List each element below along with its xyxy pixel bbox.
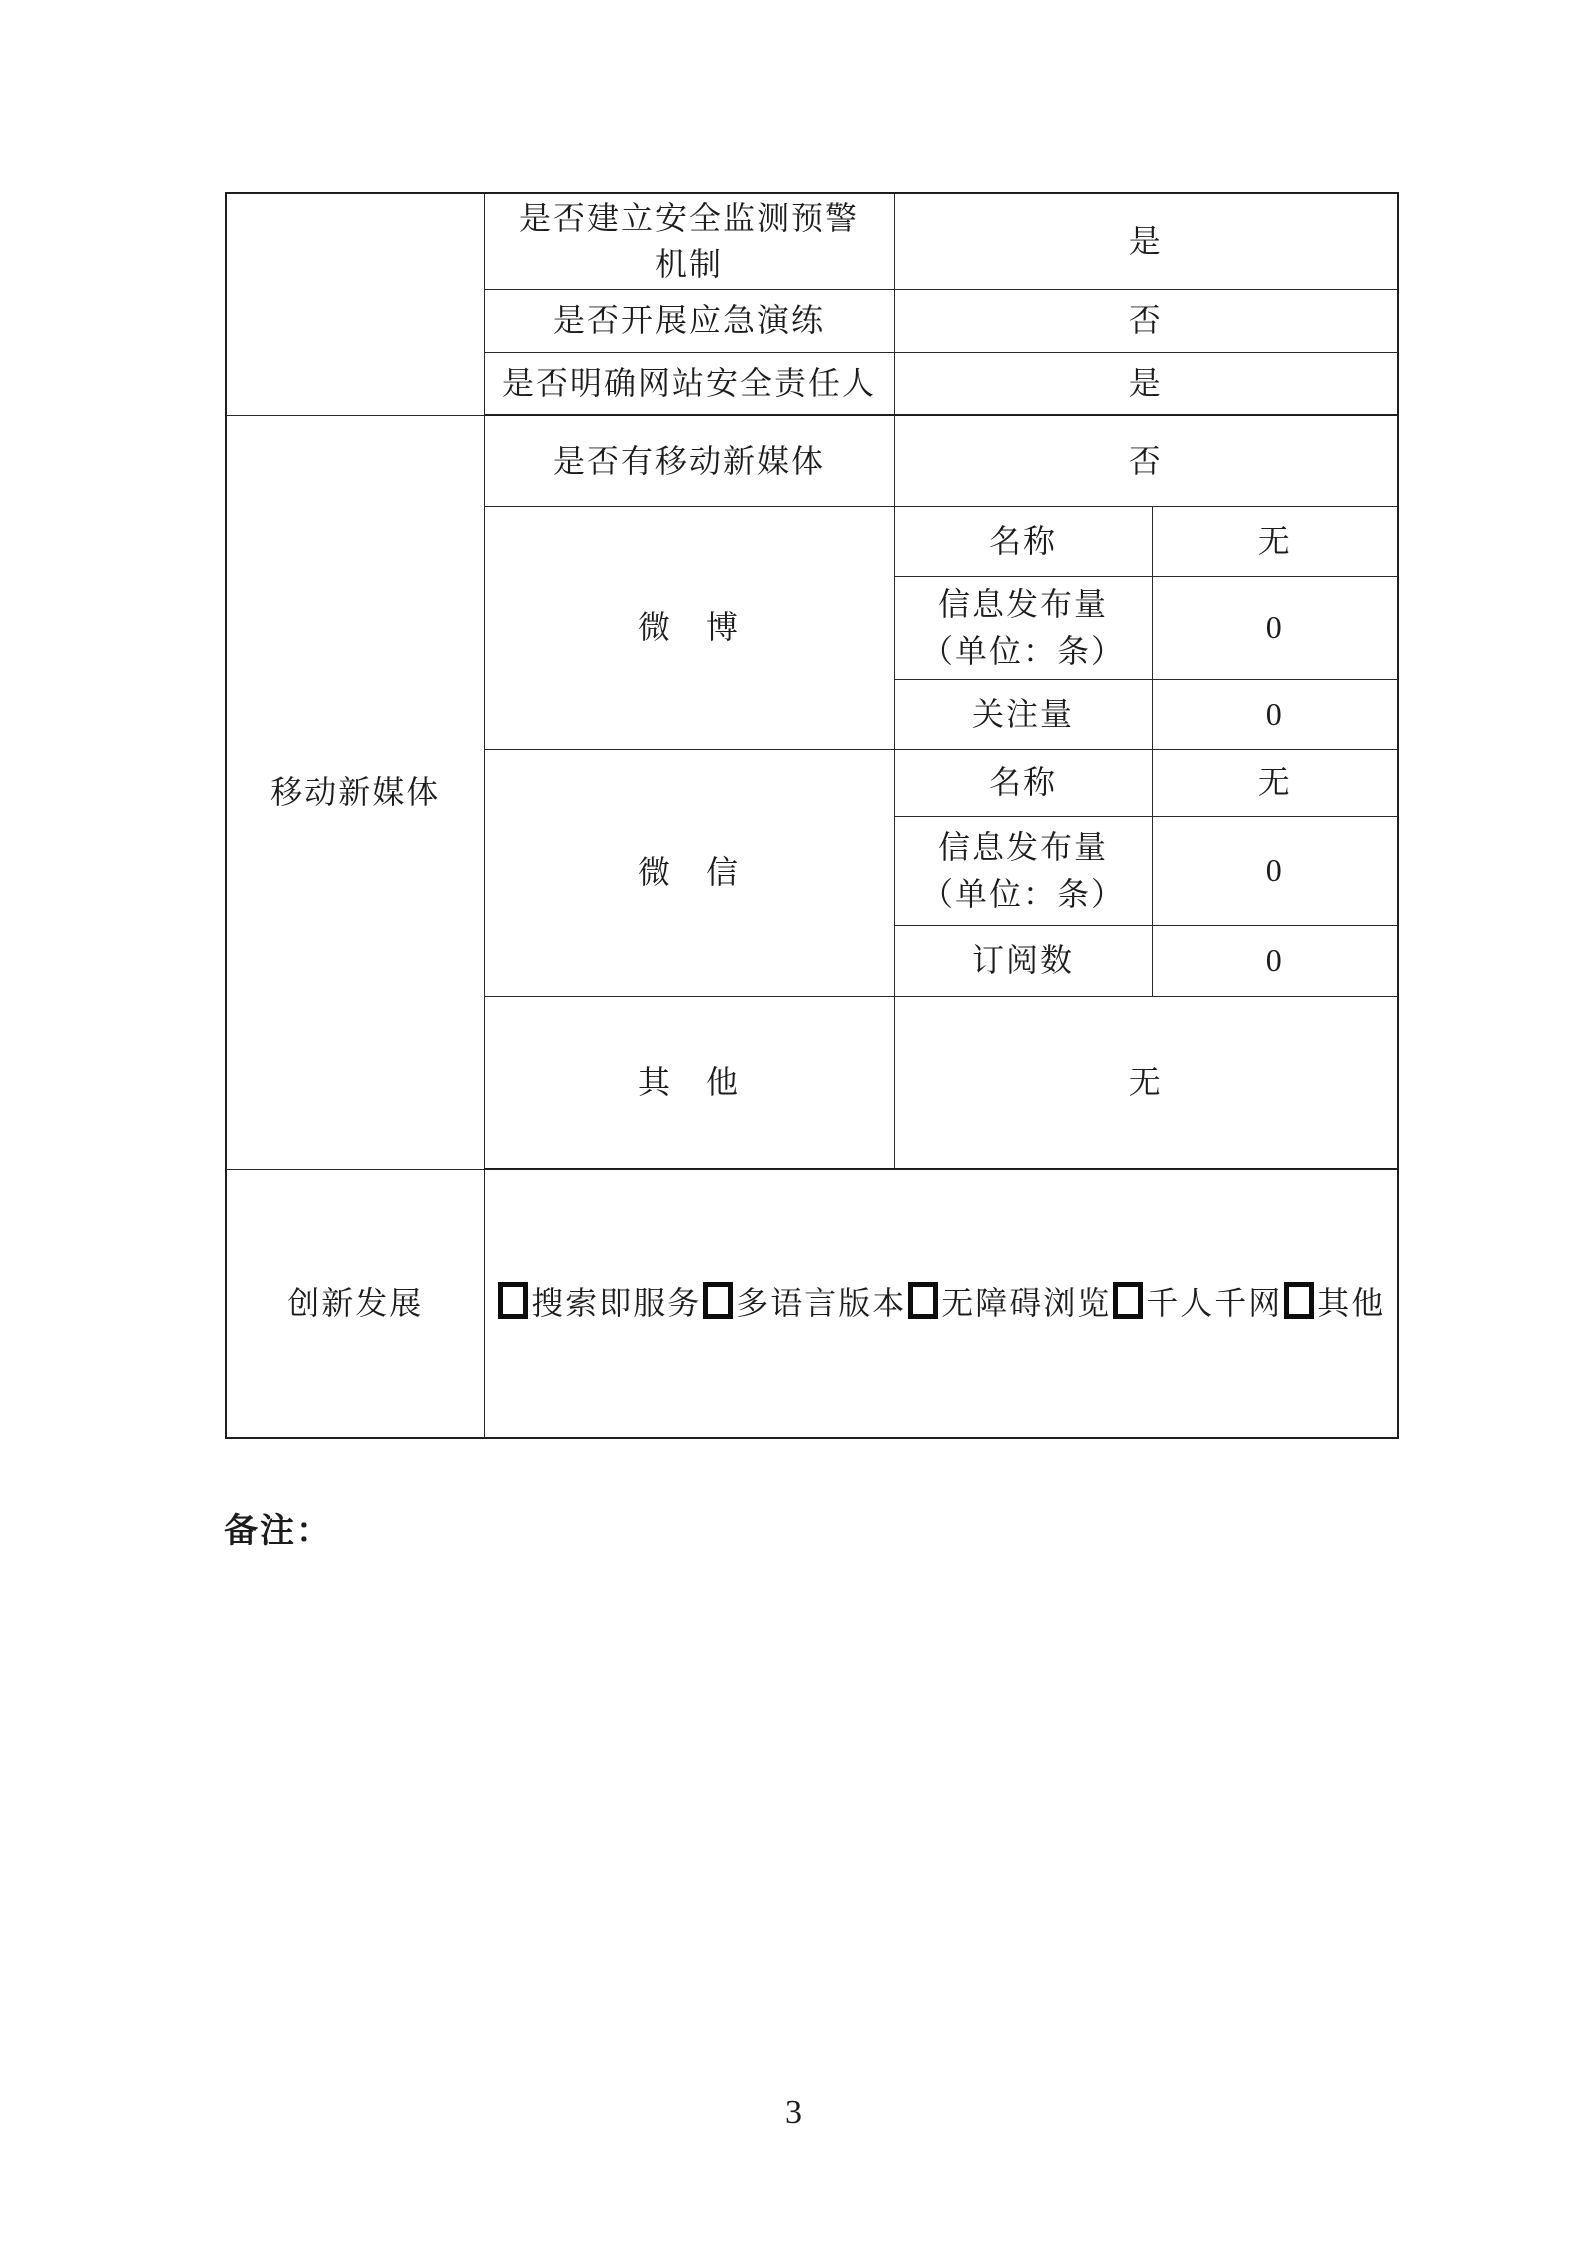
innovation-option <box>1282 1285 1385 1321</box>
posts-label-line1: 信息发布量 <box>937 586 1108 623</box>
innovation-option <box>906 1285 1111 1321</box>
remark-label: 备注： <box>224 1513 332 1550</box>
weibo-label-cell: 微 博 <box>484 506 894 749</box>
innovation-option-label: 多语言版本 <box>736 1285 907 1322</box>
innovation-option <box>1111 1285 1282 1321</box>
checkbox-icon <box>1113 1282 1143 1319</box>
posts-label-line2: （单位：条） <box>920 875 1125 912</box>
answer-cell: 是 <box>894 352 1398 415</box>
innovation-section-label: 创新发展 <box>226 1169 484 1438</box>
posts-label-line2: （单位：条） <box>920 632 1125 669</box>
checkbox-icon <box>703 1282 733 1319</box>
field-label-cell <box>894 576 1152 679</box>
innovation-option <box>701 1285 906 1321</box>
field-value-cell: 0 <box>1152 576 1398 679</box>
field-label-cell: 关注量 <box>894 679 1152 749</box>
innovation-option <box>496 1285 701 1321</box>
field-value-cell: 无 <box>1152 749 1398 816</box>
other-label-cell: 其 他 <box>484 996 894 1169</box>
question-text-line1: 是否建立安全监测预警 <box>518 199 859 236</box>
answer-cell: 是 <box>894 193 1398 289</box>
innovation-option-label: 千人千网 <box>1146 1285 1283 1322</box>
row-security-monitoring <box>226 193 1398 289</box>
innovation-option-label: 无障碍浏览 <box>941 1285 1112 1322</box>
field-label-cell: 名称 <box>894 506 1152 576</box>
field-label-cell <box>894 816 1152 925</box>
field-label-cell: 订阅数 <box>894 925 1152 996</box>
innovation-options-cell <box>484 1169 1398 1438</box>
innovation-option-label: 其他 <box>1317 1285 1386 1322</box>
page-number: 3 <box>785 2094 802 2131</box>
wechat-label-cell: 微 信 <box>484 749 894 996</box>
answer-cell: 否 <box>894 415 1398 506</box>
field-value-cell: 0 <box>1152 925 1398 996</box>
checkbox-icon <box>908 1282 938 1319</box>
posts-label-line1: 信息发布量 <box>937 829 1108 866</box>
row-innovation <box>226 1169 1398 1438</box>
checkbox-icon <box>1284 1282 1314 1319</box>
question-text-line2: 机制 <box>654 246 723 283</box>
question-cell <box>484 193 894 289</box>
question-cell: 是否开展应急演练 <box>484 289 894 352</box>
other-value-cell: 无 <box>894 996 1398 1169</box>
mobile-section-label: 移动新媒体 <box>226 415 484 1169</box>
question-cell: 是否有移动新媒体 <box>484 415 894 506</box>
field-label-cell: 名称 <box>894 749 1152 816</box>
innovation-option-label: 搜索即服务 <box>531 1285 702 1322</box>
annual-report-table <box>225 192 1399 1439</box>
security-section-cell-empty <box>226 193 484 415</box>
answer-cell: 否 <box>894 289 1398 352</box>
field-value-cell: 无 <box>1152 506 1398 576</box>
field-value-cell: 0 <box>1152 679 1398 749</box>
checkbox-icon <box>498 1282 528 1319</box>
question-cell: 是否明确网站安全责任人 <box>484 352 894 415</box>
row-has-mobile-media <box>226 415 1398 506</box>
field-value-cell: 0 <box>1152 816 1398 925</box>
